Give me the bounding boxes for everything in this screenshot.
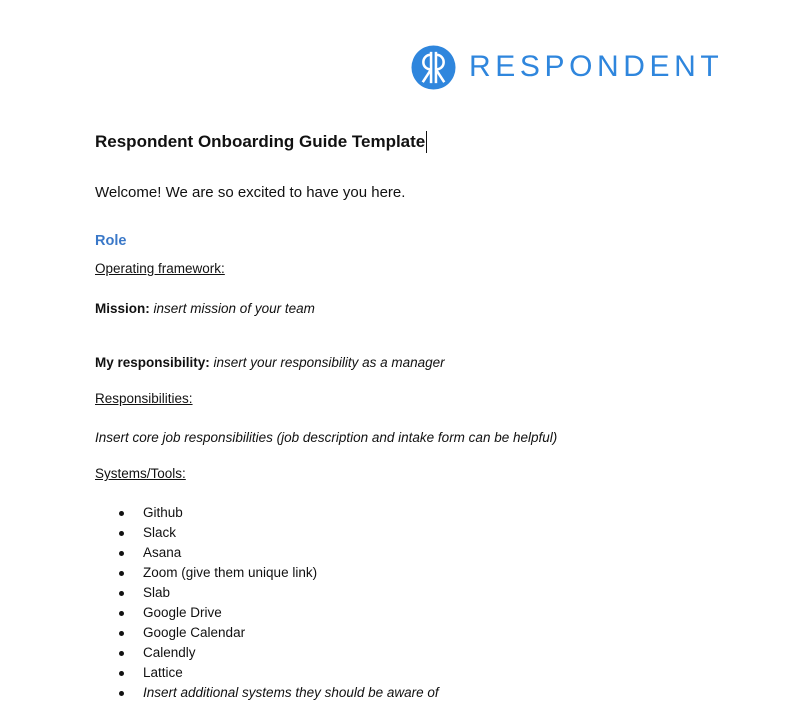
role-heading: Role bbox=[95, 233, 127, 249]
list-item bbox=[95, 583, 439, 603]
list-item bbox=[95, 683, 439, 703]
bullet-icon bbox=[119, 551, 124, 556]
my-responsibility-line bbox=[95, 355, 445, 370]
mission-line bbox=[95, 301, 315, 316]
system-item-label: Asana bbox=[143, 545, 182, 560]
systems-list bbox=[95, 503, 439, 703]
bullet-icon bbox=[119, 611, 124, 616]
respondent-logo bbox=[411, 43, 723, 91]
system-item-label: Insert additional systems they should be aware of bbox=[143, 685, 439, 700]
list-item bbox=[95, 503, 439, 523]
list-item bbox=[95, 623, 439, 643]
bullet-icon bbox=[119, 531, 124, 536]
system-item-label: Slack bbox=[143, 525, 177, 540]
system-item-label: Zoom (give them unique link) bbox=[143, 565, 318, 580]
document-title-text: Respondent Onboarding Guide Template bbox=[95, 132, 426, 151]
list-item bbox=[95, 603, 439, 623]
system-item-label: Calendly bbox=[143, 645, 196, 660]
system-item-label: Lattice bbox=[143, 665, 183, 680]
bullet-icon bbox=[119, 631, 124, 636]
system-item-label: Slab bbox=[143, 585, 171, 600]
list-item bbox=[95, 543, 439, 563]
list-item bbox=[95, 523, 439, 543]
respondent-logo-icon bbox=[411, 45, 456, 90]
welcome-text: Welcome! We are so excited to have you here. bbox=[95, 184, 406, 201]
bullet-icon bbox=[119, 591, 124, 596]
list-item bbox=[95, 563, 439, 583]
bullet-icon bbox=[119, 691, 124, 696]
system-item-label: Github bbox=[143, 505, 183, 520]
my-responsibility-text: insert your responsibility as a manager bbox=[213, 355, 445, 370]
bullet-icon bbox=[119, 651, 124, 656]
logo-wordmark: RESPONDENT bbox=[469, 50, 724, 83]
responsibilities-heading: Responsibilities: bbox=[95, 391, 193, 406]
my-responsibility-label: My responsibility: bbox=[95, 355, 210, 370]
document-title[interactable] bbox=[95, 131, 427, 153]
systems-tools-heading: Systems/Tools: bbox=[95, 466, 186, 481]
responsibilities-text: Insert core job responsibilities (job description and intake form can be helpful) bbox=[95, 430, 558, 445]
bullet-icon bbox=[119, 671, 124, 676]
list-item bbox=[95, 643, 439, 663]
list-item bbox=[95, 663, 439, 683]
mission-text: insert mission of your team bbox=[153, 301, 315, 316]
system-item-label: Google Drive bbox=[143, 605, 222, 620]
mission-label: Mission: bbox=[95, 301, 150, 316]
bullet-icon bbox=[119, 511, 124, 516]
operating-framework-heading: Operating framework: bbox=[95, 261, 225, 276]
system-item-label: Google Calendar bbox=[143, 625, 246, 640]
bullet-icon bbox=[119, 571, 124, 576]
text-cursor bbox=[426, 131, 427, 153]
